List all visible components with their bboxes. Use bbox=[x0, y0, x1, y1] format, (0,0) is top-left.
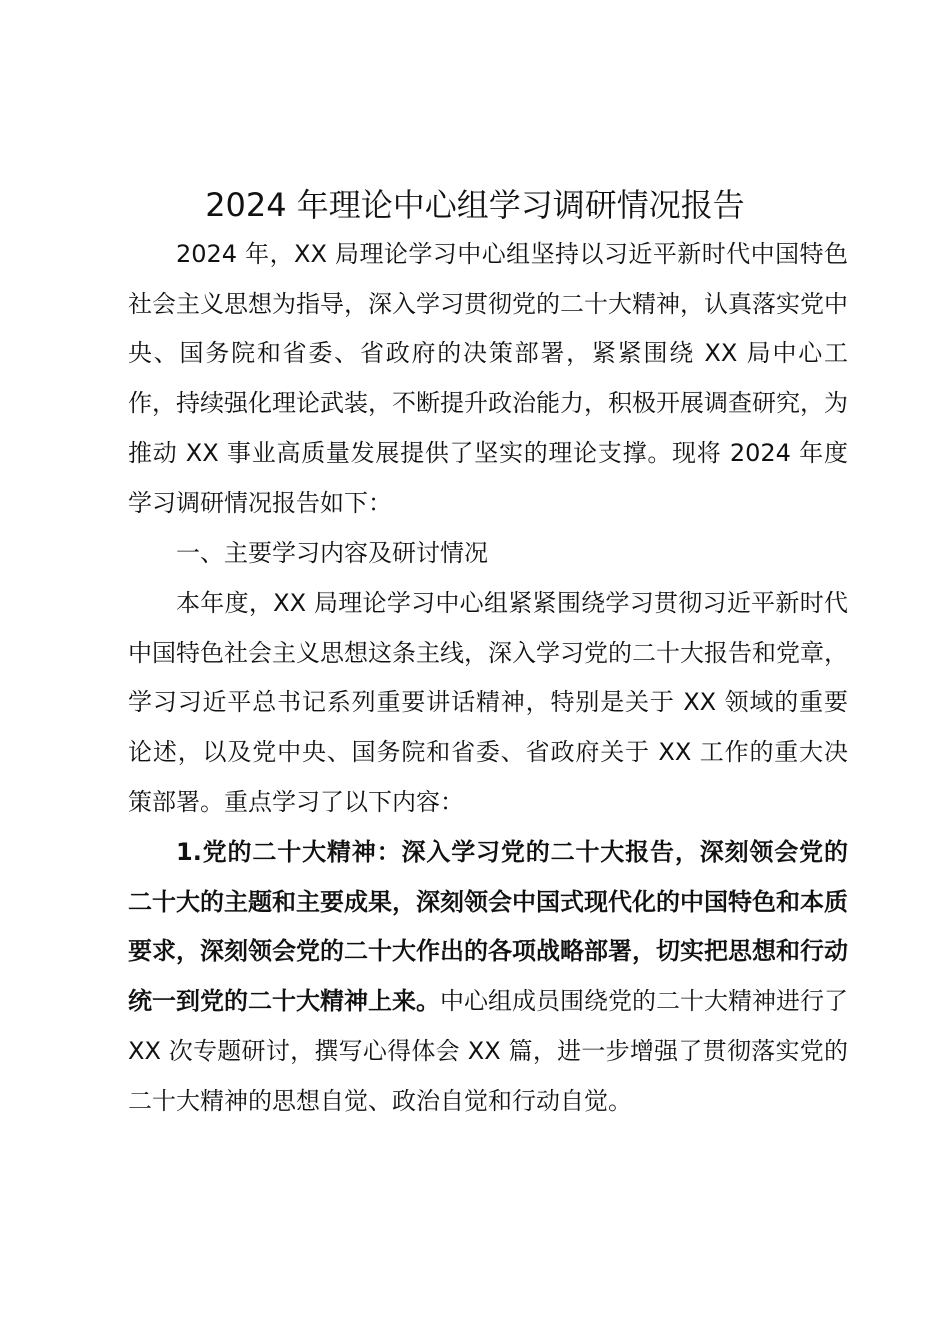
section-paragraph: 本年度，XX 局理论学习中心组紧紧围绕学习贯彻习近平新时代中国特色社会主义思想这条主线，深入学习党的二十大报告和党章，学习习近平总书记系列重要讲话精神，特别是关于 XX 领域的重要论述，以及党中央、国务院和省委、省政府关于 XX 工作的重大决策部署。重点学习了以下内容： bbox=[128, 589, 848, 816]
section-heading: 一、主要学习内容及研讨情况 bbox=[176, 539, 488, 567]
item-bold-text: 1.党的二十大精神：深入学习党的二十大报告，深刻领会党的二十大的主题和主要成果，深刻领会中国式现代化的中国特色和本质要求，深刻领会党的二十大作出的各项战略部署，切实把思想和行动统一到党的二十大精神上来。 bbox=[128, 838, 848, 1016]
item-paragraph bbox=[128, 828, 848, 1126]
item-regular-text: 中心组成员围绕党的二十大精神进行了 XX 次专题研讨，撰写心得体会 XX 篇，进一步增强了贯彻落实党的二十大精神的思想自觉、政治自觉和行动自觉。 bbox=[128, 987, 848, 1115]
document-title: 2024 年理论中心组学习调研情况报告 bbox=[205, 186, 745, 224]
intro-paragraph: 2024 年，XX 局理论学习中心组坚持以习近平新时代中国特色社会主义思想为指导，深入学习贯彻党的二十大精神，认真落实党中央、国务院和省委、省政府的决策部署，紧紧围绕 XX 局中心工作，持续强化理论武装，不断提升政治能力，积极开展调查研究，为推动 XX 事业高质量发展提供了坚实的理论支撑。现将 2024 年度学习调研情况报告如下： bbox=[128, 240, 848, 517]
